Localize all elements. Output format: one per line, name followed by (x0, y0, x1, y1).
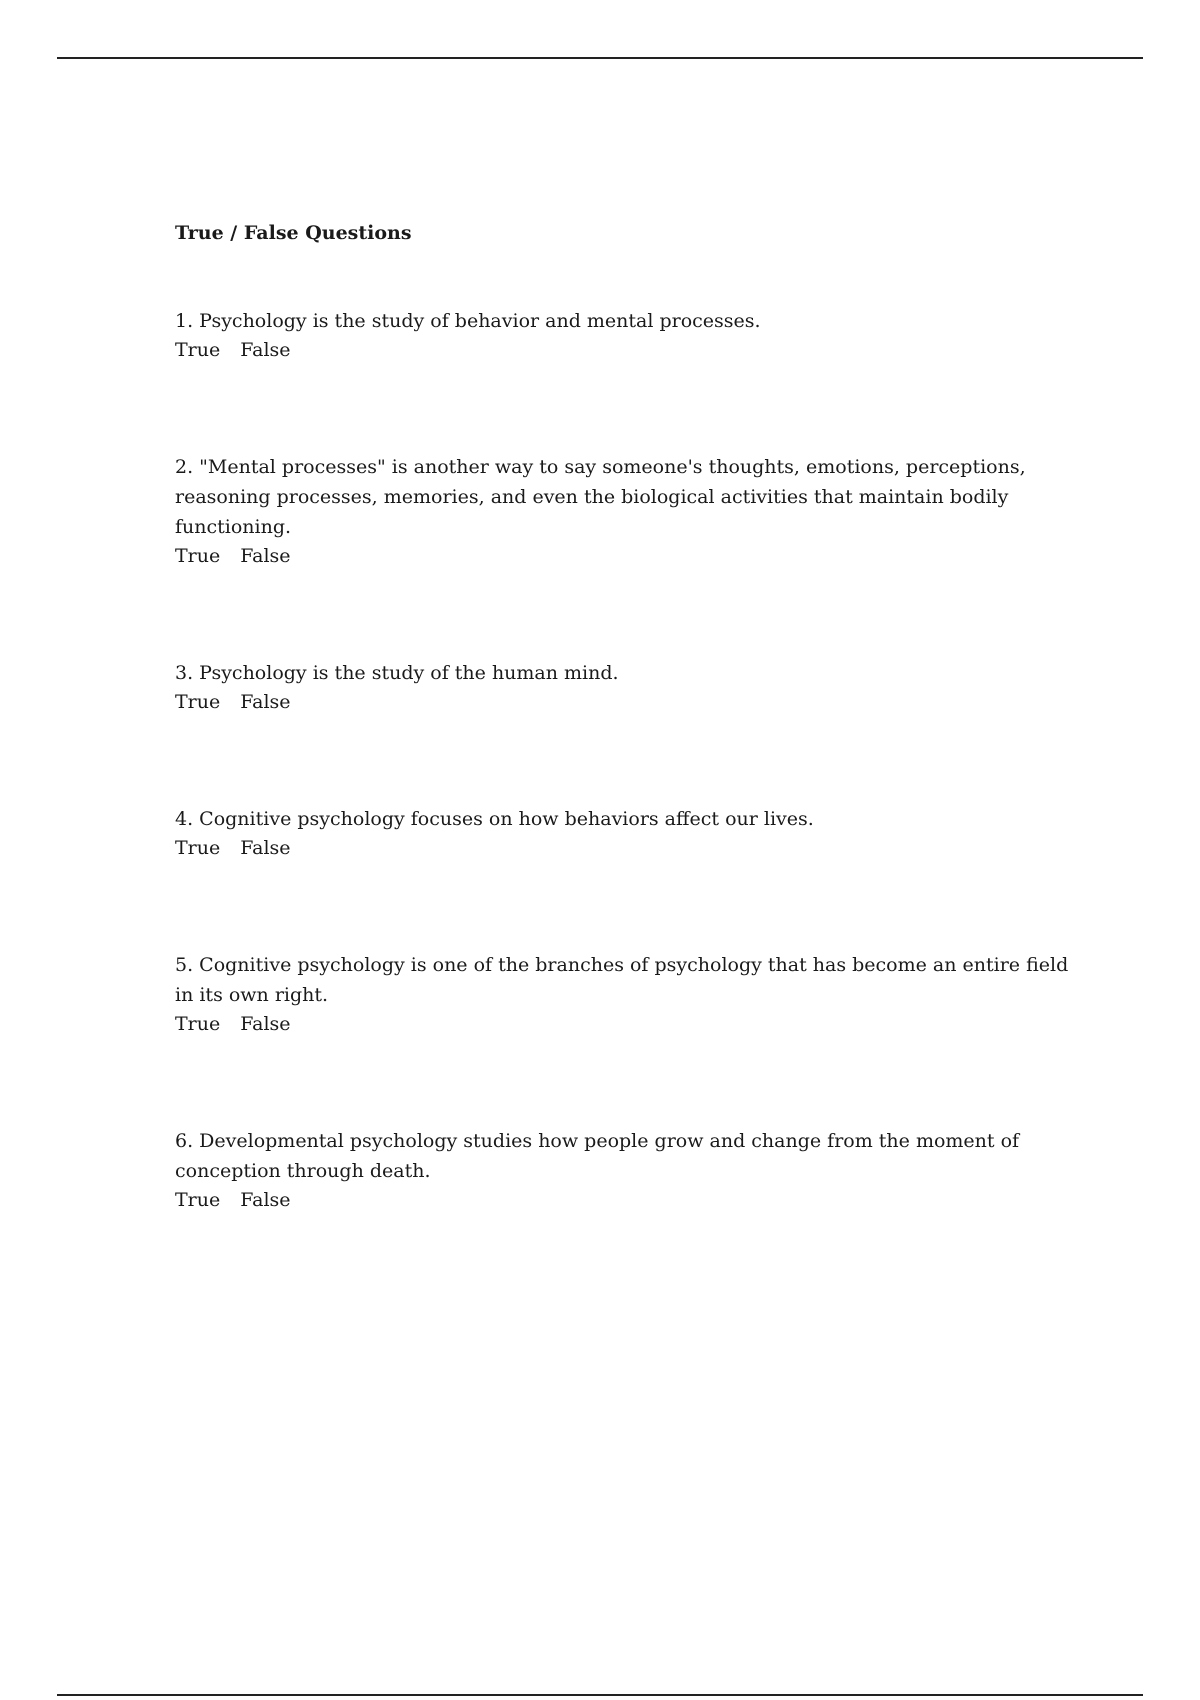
question-text: 2. "Mental processes" is another way to say someone's thoughts, emotions, perceptions, reasoning processes, memories, and even the biological activities that maintain bodily functioning. (175, 456, 1026, 538)
answer-options (175, 688, 1075, 716)
bottom-rule (57, 1694, 1143, 1696)
answer-false[interactable]: False (240, 1013, 291, 1035)
answer-true[interactable]: True (175, 1013, 221, 1035)
question-4 (175, 804, 1075, 862)
answer-true[interactable]: True (175, 339, 221, 361)
answer-true[interactable]: True (175, 837, 221, 859)
answer-false[interactable]: False (240, 545, 291, 567)
answer-options (175, 542, 1075, 570)
answer-false[interactable]: False (240, 691, 291, 713)
answer-true[interactable]: True (175, 691, 221, 713)
question-6 (175, 1126, 1075, 1214)
question-1 (175, 306, 1075, 364)
question-text: 5. Cognitive psychology is one of the branches of psychology that has become an entire field in its own right. (175, 954, 1069, 1006)
question-text: 1. Psychology is the study of behavior and mental processes. (175, 310, 761, 332)
answer-options (175, 1186, 1075, 1214)
answer-options (175, 336, 1075, 364)
question-2 (175, 452, 1075, 570)
document-body (175, 220, 1075, 1214)
answer-options (175, 834, 1075, 862)
question-5 (175, 950, 1075, 1038)
answer-true[interactable]: True (175, 545, 221, 567)
question-text: 3. Psychology is the study of the human mind. (175, 662, 619, 684)
top-rule (57, 57, 1143, 59)
section-title: True / False Questions (175, 222, 412, 244)
answer-false[interactable]: False (240, 837, 291, 859)
answer-false[interactable]: False (240, 1189, 291, 1211)
answer-true[interactable]: True (175, 1189, 221, 1211)
answer-false[interactable]: False (240, 339, 291, 361)
answer-options (175, 1010, 1075, 1038)
question-text: 6. Developmental psychology studies how people grow and change from the moment of conception through death. (175, 1130, 1020, 1182)
question-text: 4. Cognitive psychology focuses on how behaviors affect our lives. (175, 808, 814, 830)
question-3 (175, 658, 1075, 716)
